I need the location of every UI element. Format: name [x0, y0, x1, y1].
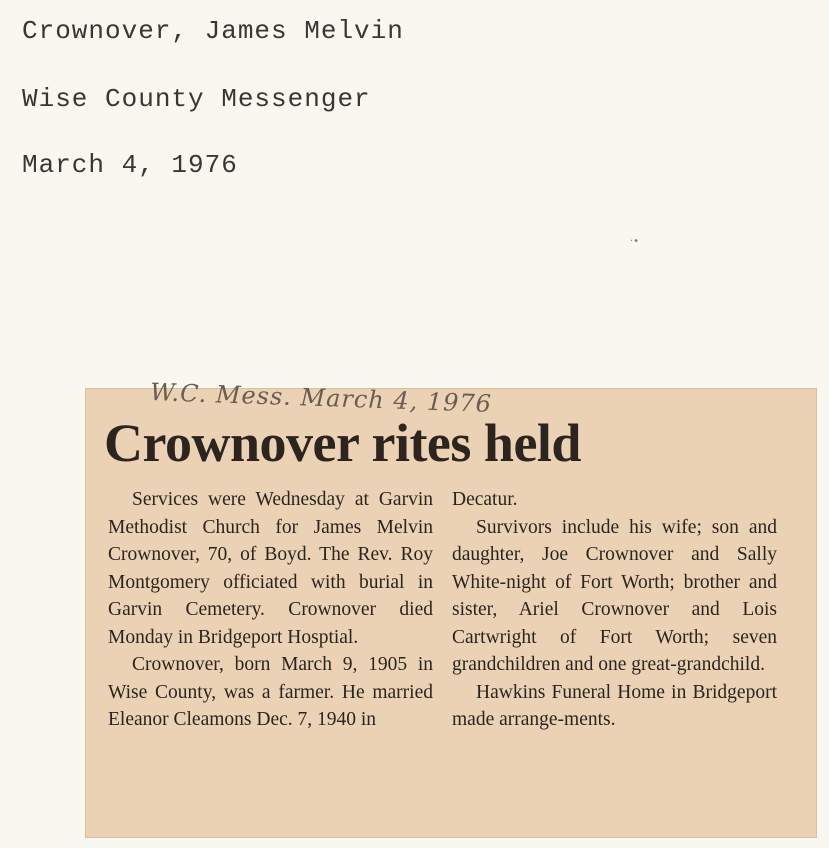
article-column-2 — [452, 486, 777, 734]
paragraph: Crownover, born March 9, 1905 in Wise County, was a farmer. He married Eleanor Cleamons Dec. 7, 1940 in — [108, 654, 433, 730]
article-column-1 — [108, 486, 433, 734]
typed-name-line: Crownover, James Melvin — [22, 16, 404, 46]
typed-source-line: Wise County Messenger — [22, 84, 371, 114]
paragraph: Survivors include his wife; son and daughter, Joe Crownover and Sally White-night of Fort Worth; brother and sister, Ariel Crownover and Lois Cartwright of Fort Worth; seven grandchildren and one great-grandchild. — [452, 516, 777, 675]
paragraph: Hawkins Funeral Home in Bridgeport made arrange-ments. — [452, 681, 777, 730]
handwritten-note: W.C. Mess. March 4, 1976 — [149, 378, 493, 418]
paragraph: Services were Wednesday at Garvin Methodist Church for James Melvin Crownover, 70, of Boyd. The Rev. Roy Montgomery officiated with burial in Garvin Cemetery. Crownover died Monday in Bridgeport Hosptial. — [108, 489, 433, 648]
paragraph: Decatur. — [452, 489, 518, 510]
typed-date-line: March 4, 1976 — [22, 150, 238, 180]
paper-speck: ·• — [630, 236, 640, 247]
headline: Crownover rites held — [104, 413, 581, 473]
